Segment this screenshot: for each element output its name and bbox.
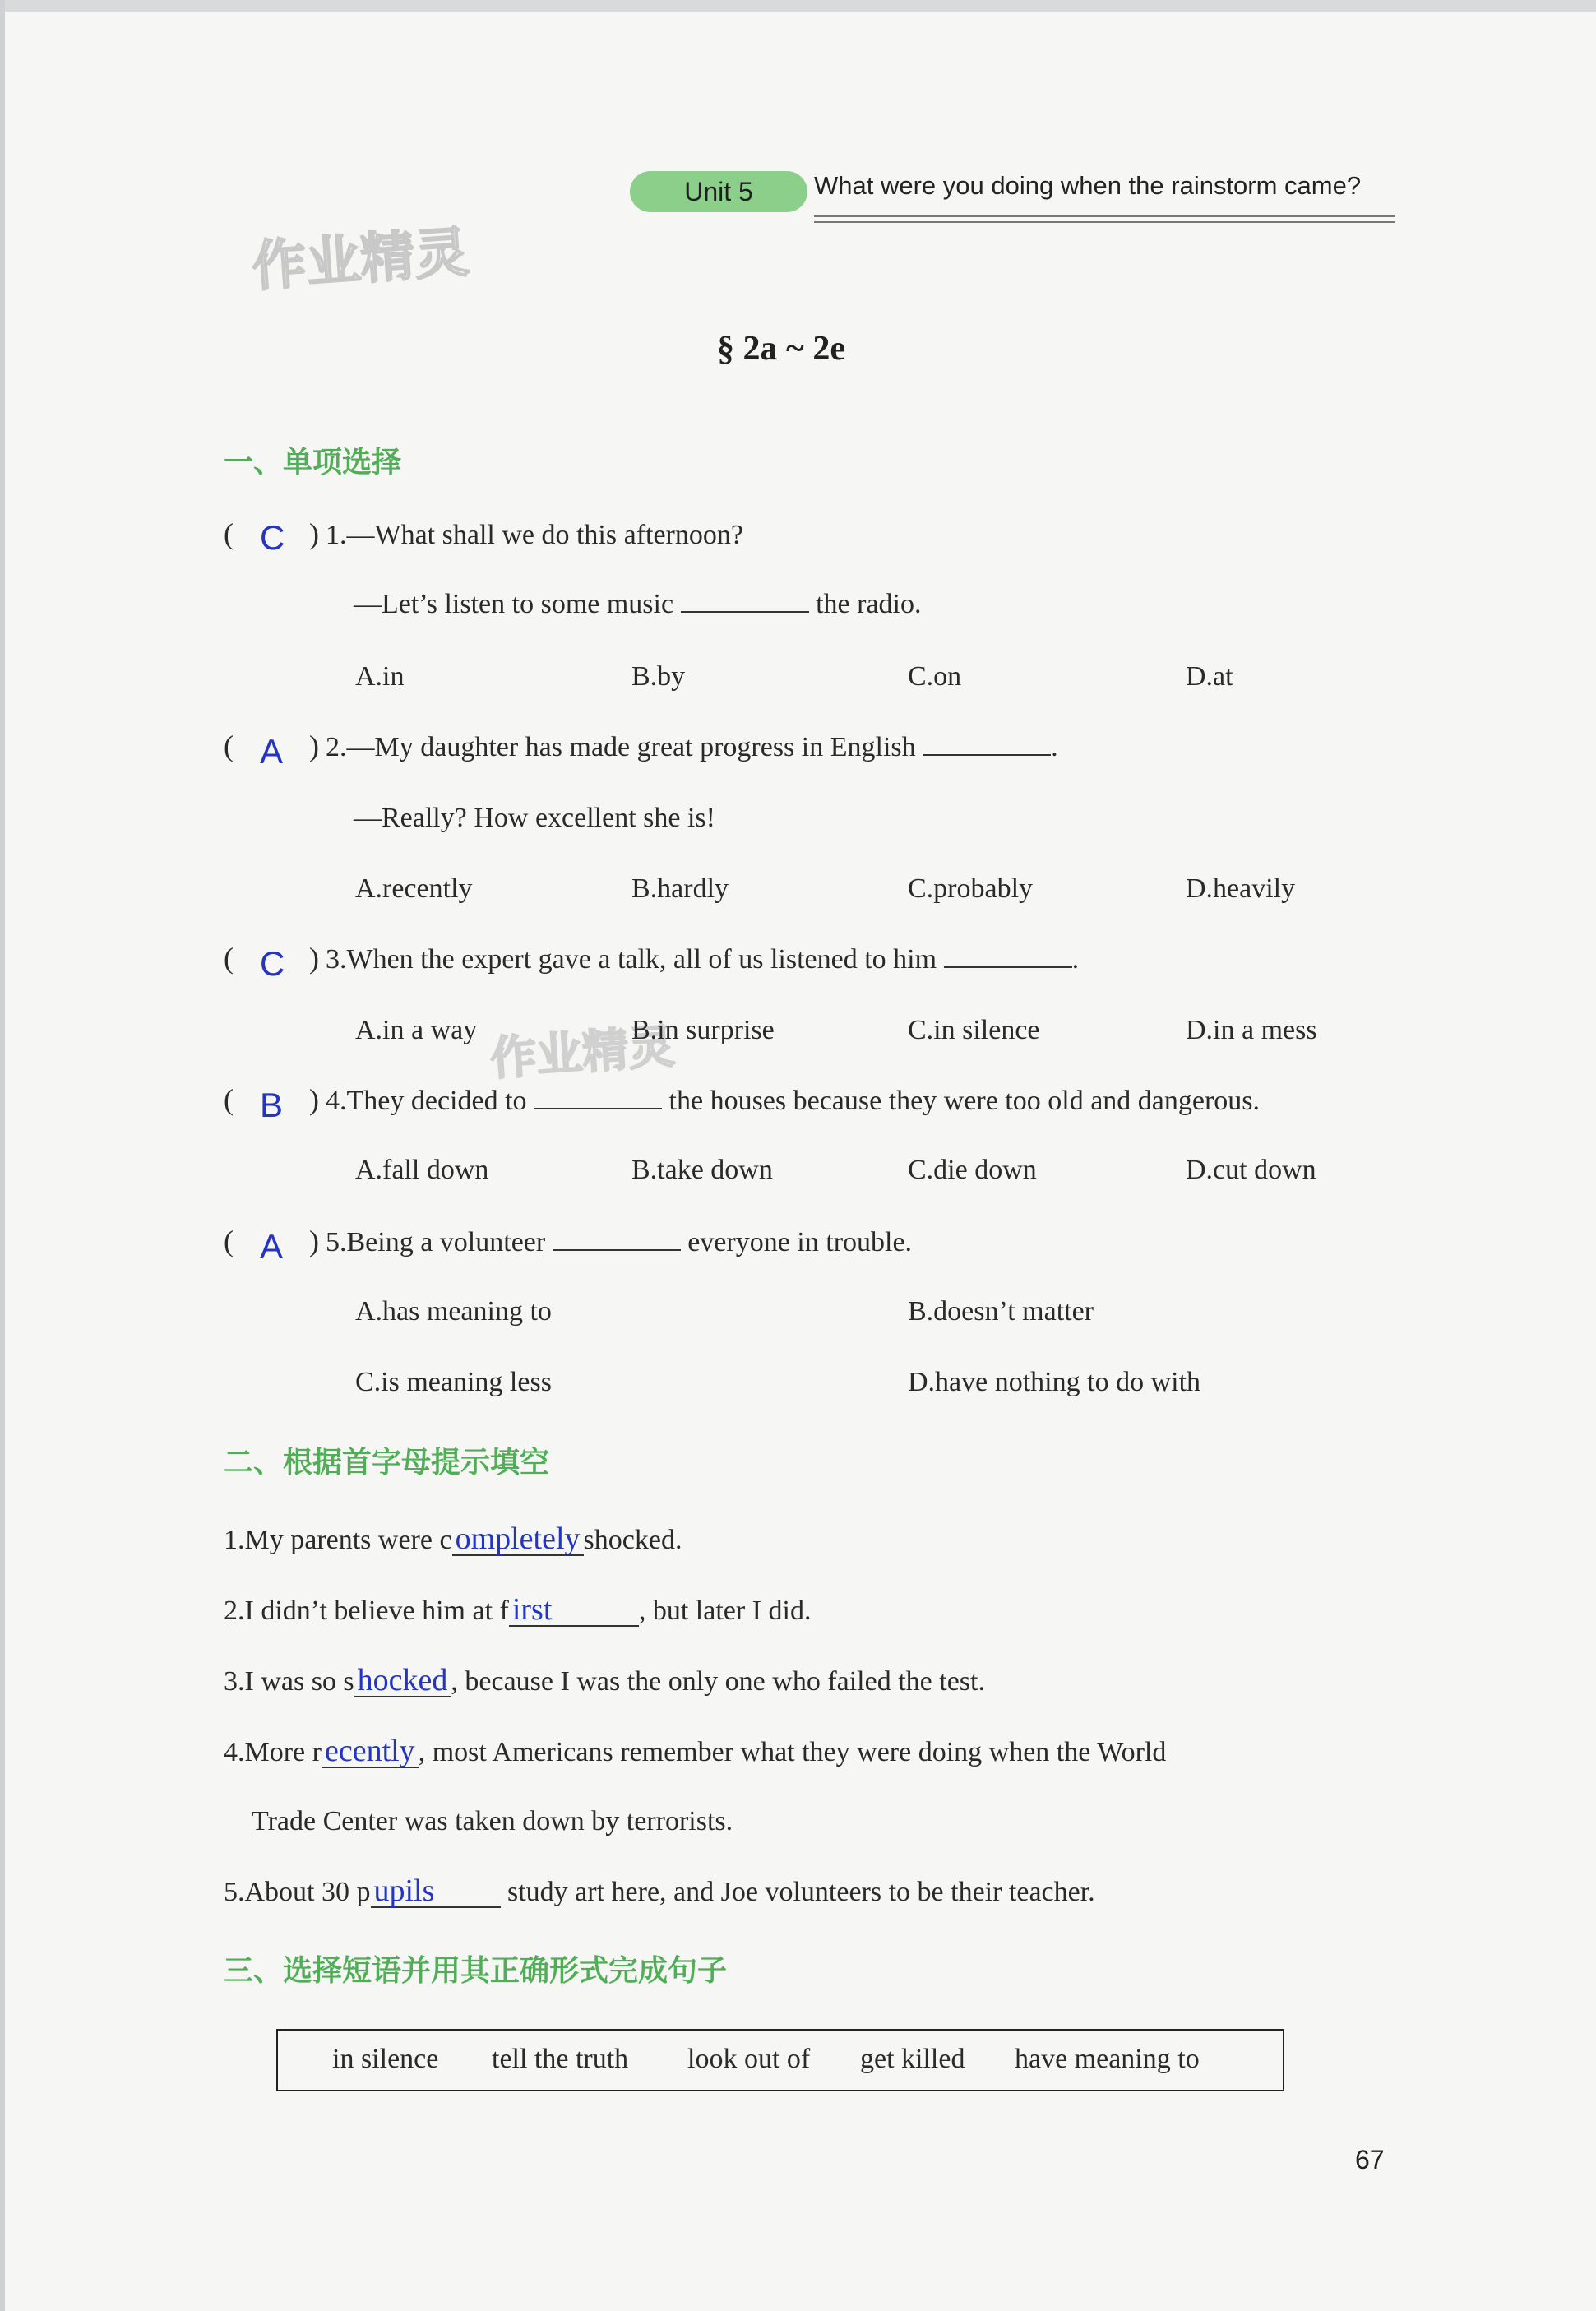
option-b: B.in surprise: [631, 1015, 775, 1045]
option-d: D.heavily: [1186, 873, 1296, 904]
question-line: —Let’s listen to some music the radio.: [354, 589, 922, 619]
answer-4: B: [260, 1086, 284, 1124]
handwritten-answer: ecently: [322, 1735, 419, 1768]
option-d: D.have nothing to do with: [908, 1367, 1201, 1397]
fill-item-1: 1.My parents were c ompletely shocked.: [224, 1521, 682, 1556]
section-title: § 2a ~ 2e: [717, 330, 845, 368]
option-b: B.take down: [631, 1155, 773, 1185]
option-c: C.is meaning less: [355, 1367, 552, 1397]
handwritten-answer: irst: [509, 1594, 639, 1627]
option-d: D.cut down: [1186, 1155, 1316, 1185]
phrase-item: in silence: [332, 2044, 439, 2074]
answer-blank: [923, 753, 1051, 756]
option-b: B.by: [631, 661, 686, 692]
header-rule: [814, 215, 1395, 217]
part3-heading: 三、选择短语并用其正确形式完成句子: [224, 1954, 728, 1988]
question-stem: 1.—What shall we do this afternoon?: [326, 520, 743, 550]
question-stem: 5.Being a volunteer everyone in trouble.: [326, 1227, 913, 1257]
header-rule: [814, 221, 1395, 223]
watermark-logo: 作业精灵: [250, 220, 471, 299]
option-c: C.die down: [908, 1155, 1037, 1185]
option-a: A.fall down: [355, 1155, 489, 1185]
fill-item-2: 2.I didn’t believe him at f irst , but later I did.: [224, 1592, 812, 1627]
part1-heading: 一、单项选择: [224, 446, 402, 479]
watermark-logo: 作业精灵: [488, 1020, 677, 1086]
phrase-box: [276, 2029, 1284, 2091]
fill-item-4-continued: Trade Center was taken down by terrorists.: [252, 1806, 733, 1836]
fill-item-5: 5.About 30 p upils study art here, and Joe volunteers to be their teacher.: [224, 1873, 1095, 1908]
handwritten-answer: upils: [371, 1875, 501, 1908]
option-b: B.hardly: [631, 873, 729, 904]
option-c: C.on: [908, 661, 962, 692]
handwritten-answer: hocked: [354, 1665, 451, 1697]
phrase-item: have meaning to: [1015, 2044, 1200, 2074]
option-a: A.has meaning to: [355, 1296, 552, 1327]
option-a: A.recently: [355, 873, 473, 904]
option-d: D.in a mess: [1186, 1015, 1317, 1045]
option-d: D.at: [1186, 661, 1233, 692]
phrase-item: tell the truth: [492, 2044, 629, 2074]
answer-blank: [944, 966, 1072, 968]
option-c: C.probably: [908, 873, 1034, 904]
question-stem: 4.They decided to the houses because they were too old and dangerous.: [326, 1086, 1261, 1116]
page-number: 67: [1355, 2145, 1385, 2174]
option-a: A.in a way: [355, 1015, 478, 1045]
option-c: C.in silence: [908, 1015, 1040, 1045]
answer-blank: [553, 1248, 681, 1251]
fill-item-3: 3.I was so s hocked , because I was the only one who failed the test.: [224, 1663, 985, 1697]
handwritten-answer: ompletely: [452, 1523, 584, 1556]
answer-blank: [534, 1107, 662, 1109]
answer-1: C: [260, 518, 285, 557]
answer-5: A: [260, 1227, 284, 1266]
unit-title: What were you doing when the rainstorm came?: [814, 171, 1362, 200]
fill-item-4: 4.More r ecently , most Americans remember what they were doing when the World: [224, 1734, 1167, 1768]
answer-2: A: [260, 732, 284, 771]
question-line: —Really? How excellent she is!: [354, 803, 715, 833]
unit-badge: Unit 5: [630, 171, 807, 212]
phrase-item: look out of: [687, 2044, 811, 2074]
answer-3: C: [260, 944, 285, 983]
option-a: A.in: [355, 661, 405, 692]
option-b: B.doesn’t matter: [908, 1296, 1094, 1327]
question-stem: 2.—My daughter has made great progress in English .: [326, 732, 1058, 762]
part2-heading: 二、根据首字母提示填空: [224, 1446, 550, 1480]
answer-blank: [681, 610, 809, 613]
phrase-item: get killed: [860, 2044, 965, 2074]
page-edge: [0, 0, 1596, 12]
question-stem: 3.When the expert gave a talk, all of us listened to him .: [326, 944, 1080, 975]
